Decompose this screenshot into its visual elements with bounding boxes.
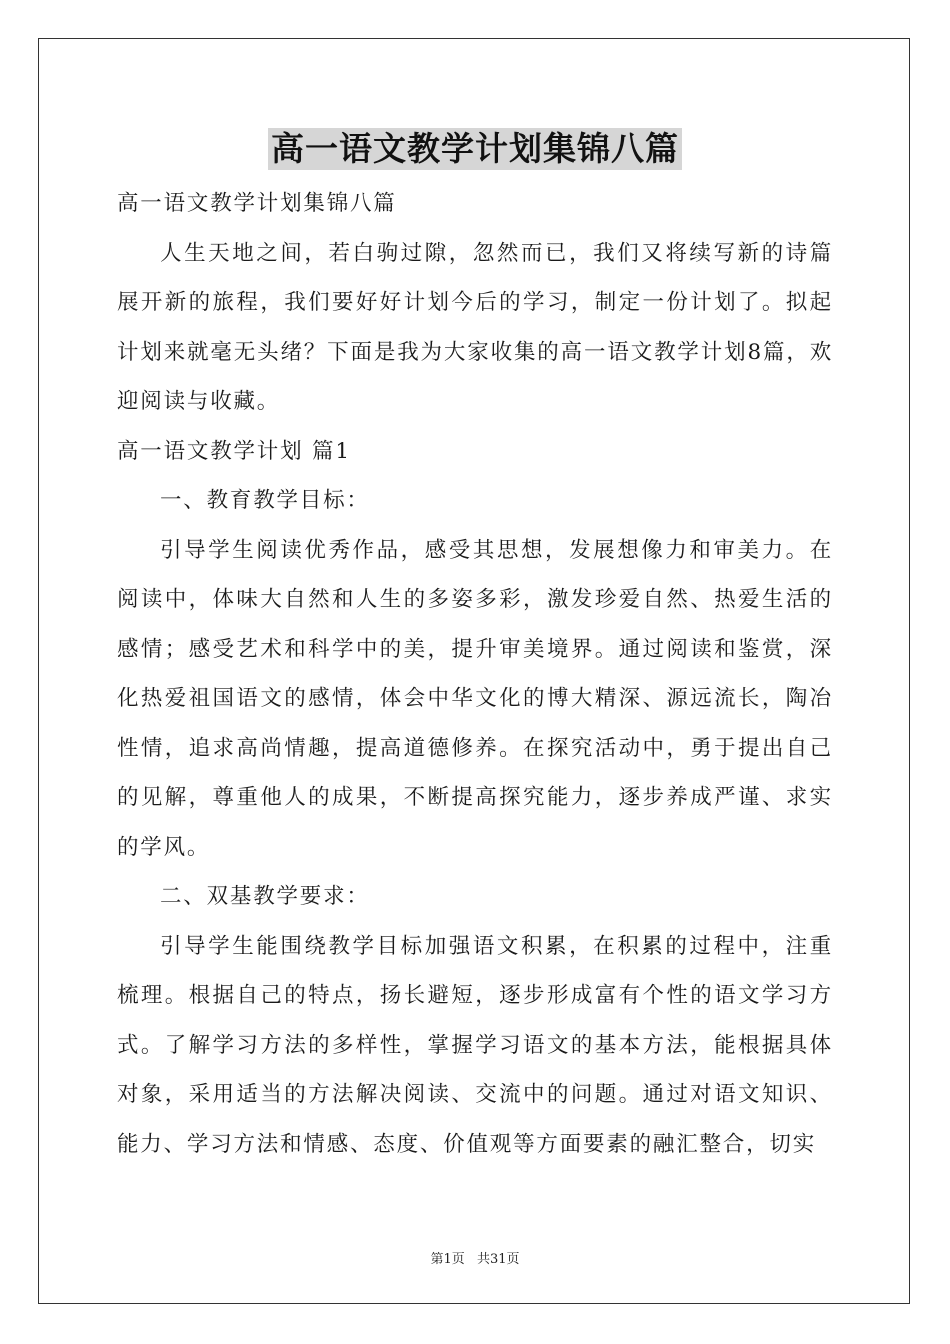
page-number: 第1页 bbox=[430, 1252, 465, 1267]
page-footer bbox=[0, 1248, 950, 1267]
requirements-paragraph: 引导学生能围绕教学目标加强语文积累，在积累的过程中，注重梳理。根据自己的特点，扬长避短，逐步形成富有个性的语文学习方式。了解学习方法的多样性，掌握学习语文的基本方法，能根据具体对象，采用适当的方法解决阅读、交流中的问题。通过对语文知识、能力、学习方法和情感、态度、价值观等方面要素的融汇整合，切实 bbox=[117, 933, 833, 1157]
title-container bbox=[0, 128, 950, 170]
subheading-goals: 一、教育教学目标： bbox=[160, 488, 370, 513]
page-total: 共31页 bbox=[476, 1252, 520, 1267]
subheading-requirements: 二、双基教学要求： bbox=[160, 884, 370, 909]
document-body bbox=[117, 179, 833, 1169]
subtitle-paragraph: 高一语文教学计划集锦八篇 bbox=[117, 191, 397, 216]
intro-paragraph: 人生天地之间，若白驹过隙，忽然而已，我们又将续写新的诗篇展开新的旅程，我们要好好计划今后的学习，制定一份计划了。拟起计划来就毫无头绪？下面是我为大家收集的高一语文教学计划8篇，欢迎阅读与收藏。 bbox=[117, 240, 833, 414]
document-title: 高一语文教学计划集锦八篇 bbox=[268, 128, 682, 170]
goals-paragraph: 引导学生阅读优秀作品，感受其思想，发展想像力和审美力。在阅读中，体味大自然和人生的多姿多彩，激发珍爱自然、热爱生活的感情；感受艺术和科学中的美，提升审美境界。通过阅读和鉴赏，深化热爱祖国语文的感情，体会中华文化的博大精深、源远流长，陶冶性情，追求高尚情趣，提高道德修养。在探究活动中，勇于提出自己的见解，尊重他人的成果，不断提高探究能力，逐步养成严谨、求实的学风。 bbox=[117, 537, 833, 860]
section-heading: 高一语文教学计划 篇1 bbox=[117, 438, 351, 464]
